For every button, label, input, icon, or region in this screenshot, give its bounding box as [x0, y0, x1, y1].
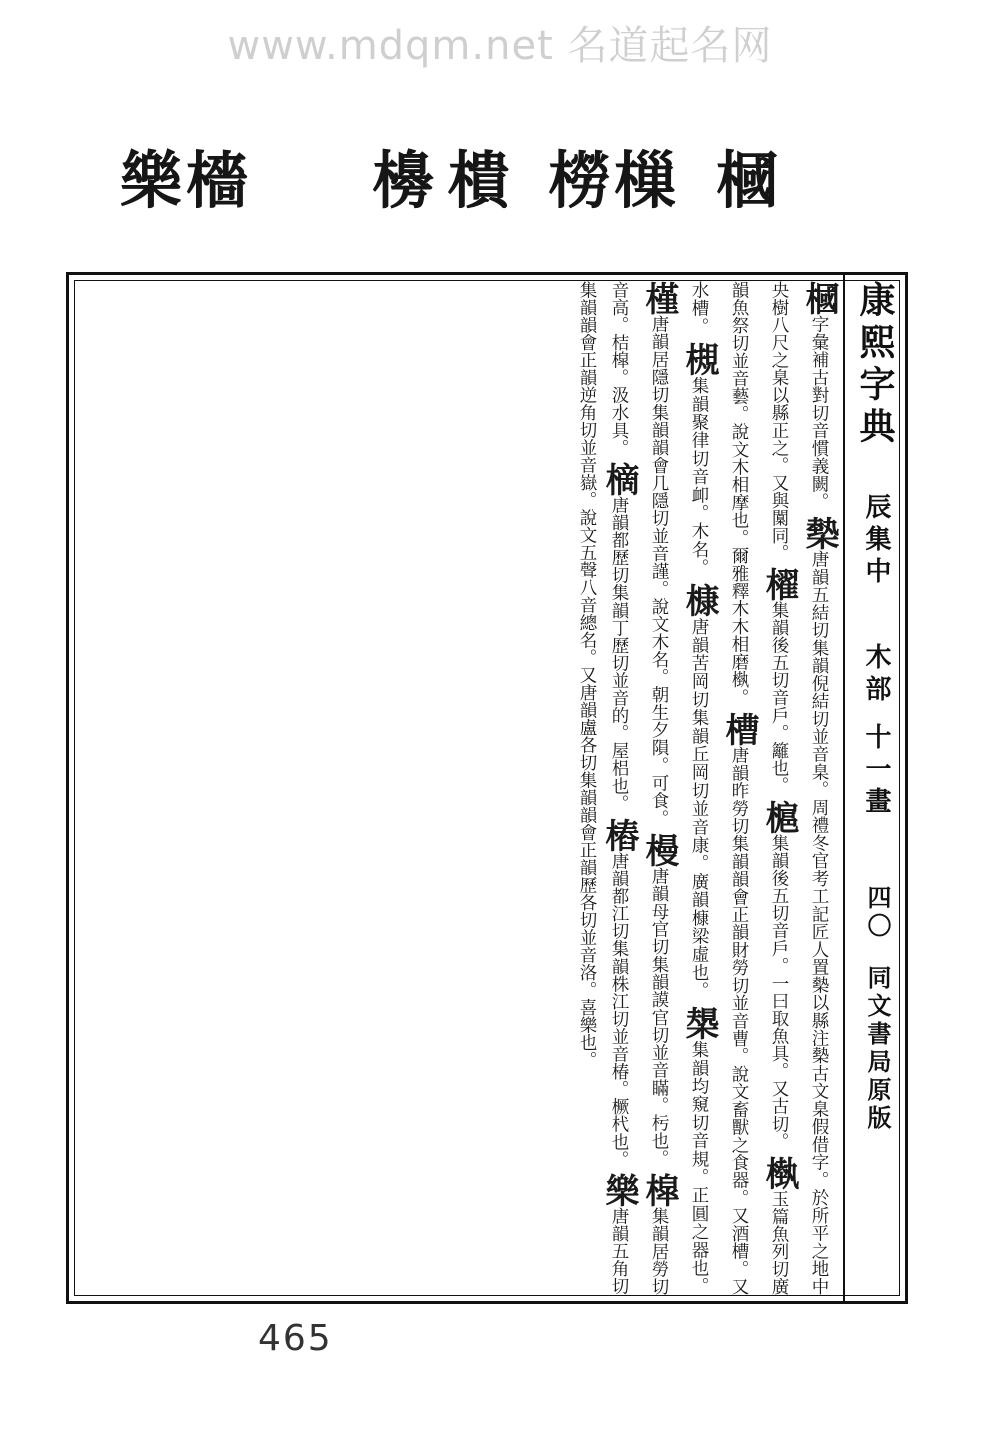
- entry-headword: 櫂: [759, 567, 799, 602]
- entry-definition: 唐韻母官切集韻謨官切並音瞞。杇也。: [649, 866, 669, 1168]
- page-number: 465: [258, 1318, 333, 1359]
- entry-headword: 槽: [719, 711, 759, 747]
- radical-label: 木部: [861, 643, 891, 707]
- section-label: 辰集中: [861, 493, 891, 589]
- stroke-count-label: 十一畫: [861, 723, 891, 819]
- entry-headword: 樀: [599, 462, 639, 497]
- entry-definition: 唐韻五結切集韻倪結切並音臬。周禮冬官考工記匠人置槷以縣注槷古文臬假借字。於所平之地中央樹八尺之臬以縣正之。又與闑同。: [769, 281, 829, 1295]
- entry-definition: 唐韻都江切集韻株江切並音椿。橛杙也。: [609, 851, 629, 1168]
- seal-script-row: [0, 144, 1000, 240]
- entry-definition: 集韻居勞切音高。桔槹。汲水具。: [609, 281, 669, 1295]
- watermark-text: www.mdqm.net 名道起名网: [227, 23, 773, 69]
- entry-headword: 槾: [639, 832, 679, 867]
- entry: [679, 583, 719, 1000]
- dictionary-page-frame: [66, 272, 908, 1304]
- entry-headword: 槿: [639, 281, 679, 316]
- entry-definition: 集韻後五切音戶。籬也。: [769, 601, 789, 795]
- entry: [639, 832, 679, 1168]
- entry-definition: 集韻均窺切音規。正圓之器也。: [689, 1040, 709, 1295]
- entry-headword: 槺: [679, 583, 719, 618]
- entry-headword: 樁: [599, 817, 639, 852]
- sidebar-page-label: 四〇: [863, 885, 892, 941]
- entry: [639, 281, 679, 828]
- seal-char: 槶: [716, 144, 783, 217]
- entry-definition: 集韻後五切音戶。一曰取魚具。又古切。: [769, 834, 789, 1151]
- entry-definition: 唐韻昨勞切集韻韻會正韻財勞切並音曹。說文畜獸之食器。又酒槽。又水槽。: [689, 281, 749, 1295]
- entry-definition: 唐韻苦岡切集韻丘岡切並音康。廣韻槺梁虛也。: [689, 617, 709, 1000]
- seal-char: 樂檣: [120, 144, 253, 217]
- entry: [759, 800, 799, 1151]
- entry-headword: 樂: [599, 1173, 639, 1208]
- entry-headword: 槼: [679, 1006, 719, 1041]
- book-title: 康熙字典: [854, 281, 896, 449]
- entry-definition: 唐韻居隱切集韻韻會几隱切並音謹。說文木名。朝生夕隕。可食。: [649, 315, 669, 828]
- page-sidebar: [843, 275, 905, 1301]
- entry-headword: 槶: [799, 281, 839, 316]
- entry-definition: 唐韻五角切集韻韻會正韻逆角切並音嶽。說文五聲八音總名。又唐韻盧各切集韻韻會正韻歷各切並音洛。喜樂也。: [577, 281, 629, 1295]
- dictionary-entries: [75, 281, 839, 1295]
- seal-char: 橯樔: [548, 144, 681, 217]
- entry: [679, 341, 719, 577]
- entry-headword: 槹: [639, 1172, 679, 1207]
- entry-definition: 字彙補古對切音慣義闕。: [809, 315, 829, 511]
- entry-headword: 槷: [799, 516, 839, 551]
- entry: [679, 1006, 719, 1295]
- entry: [599, 462, 639, 813]
- entry-headword: 槴: [759, 800, 799, 835]
- entry-definition: 玉篇魚列切廣韻魚祭切並音藝。說文木相摩也。爾雅釋木木相磨槸。: [729, 281, 789, 1295]
- entry-definition: 集韻聚律切音卹。木名。: [689, 376, 709, 577]
- entry: [799, 281, 839, 511]
- entry: [599, 817, 639, 1168]
- publisher-label: 同文書局原版: [863, 965, 892, 1133]
- entry: [759, 567, 799, 795]
- seal-char: 櫋: [372, 144, 439, 217]
- entry-headword: 槻: [679, 341, 719, 377]
- entry-headword: 槸: [759, 1155, 799, 1190]
- seal-char: 樻: [448, 144, 515, 217]
- entry-definition: 唐韻都歷切集韻丁歷切並音的。屋梠也。: [609, 496, 629, 813]
